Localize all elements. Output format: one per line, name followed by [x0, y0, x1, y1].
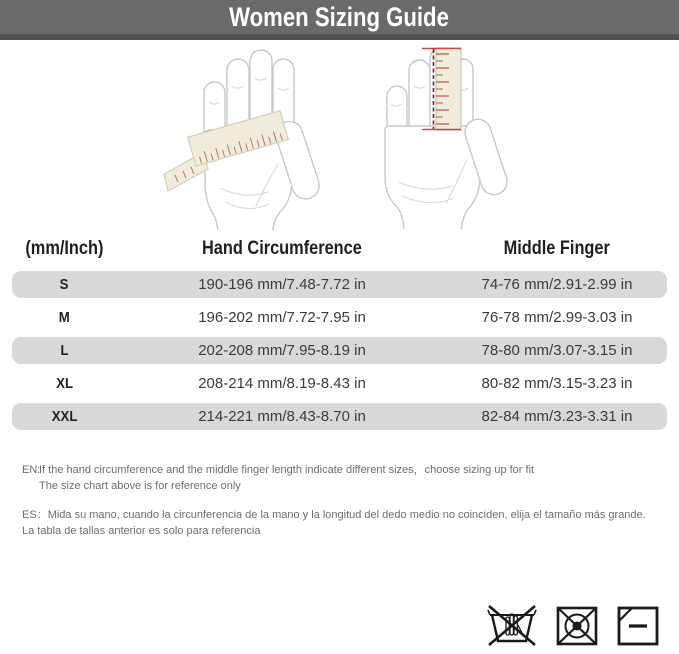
table-row: XXL 214-221 mm/8.43-8.70 in 82-84 mm/3.23-3.31 in — [12, 403, 667, 430]
note-es-label: ES： — [22, 509, 48, 521]
dry-flat-in-shade-icon — [615, 601, 661, 649]
page-title: Women Sizing Guide — [229, 1, 450, 32]
note-en-line1: If the hand circumference and the middle finger length indicate different sizes，choose sizing up for fit — [39, 464, 535, 476]
do-not-hand-wash-icon — [485, 601, 539, 649]
title-bar — [0, 0, 679, 40]
note-en — [22, 463, 534, 494]
size-table-header — [12, 236, 667, 262]
note-en-line2: The size chart above is for reference only — [39, 479, 241, 492]
note-en-label: EN: — [22, 464, 41, 476]
size-table — [12, 236, 667, 436]
care-icons — [485, 601, 661, 649]
note-es-line1: Mida su mano, cuando la circunferencia de la mano y la longitud del dedo medio no coinciden, elija el tamaño más grande. — [47, 509, 646, 521]
note-es — [22, 508, 646, 539]
table-row: M 196-202 mm/7.72-7.95 in 76-78 mm/2.99-3.03 in — [59, 309, 633, 326]
hand-circumference-illustration — [148, 42, 393, 235]
col-hand-circumference: Hand Circumference — [202, 238, 362, 259]
tape-measure-hand-icon — [148, 42, 393, 230]
table-row: L 202-208 mm/7.95-8.19 in 78-80 mm/3.07-3.15 in — [12, 337, 667, 364]
table-row: S 190-196 mm/7.48-7.72 in 74-76 mm/2.91-2.99 in — [12, 271, 667, 298]
col-unit: (mm/Inch) — [25, 238, 104, 259]
table-row: XL 208-214 mm/8.19-8.43 in 80-82 mm/3.15-3.23 in — [56, 375, 633, 392]
ruler-hand-icon — [372, 44, 562, 229]
col-middle-finger: Middle Finger — [503, 238, 611, 259]
do-not-tumble-dry-icon — [555, 601, 599, 649]
middle-finger-illustration — [372, 44, 562, 234]
note-es-line2: La tabla de tallas anterior es solo para referencia — [22, 524, 261, 537]
